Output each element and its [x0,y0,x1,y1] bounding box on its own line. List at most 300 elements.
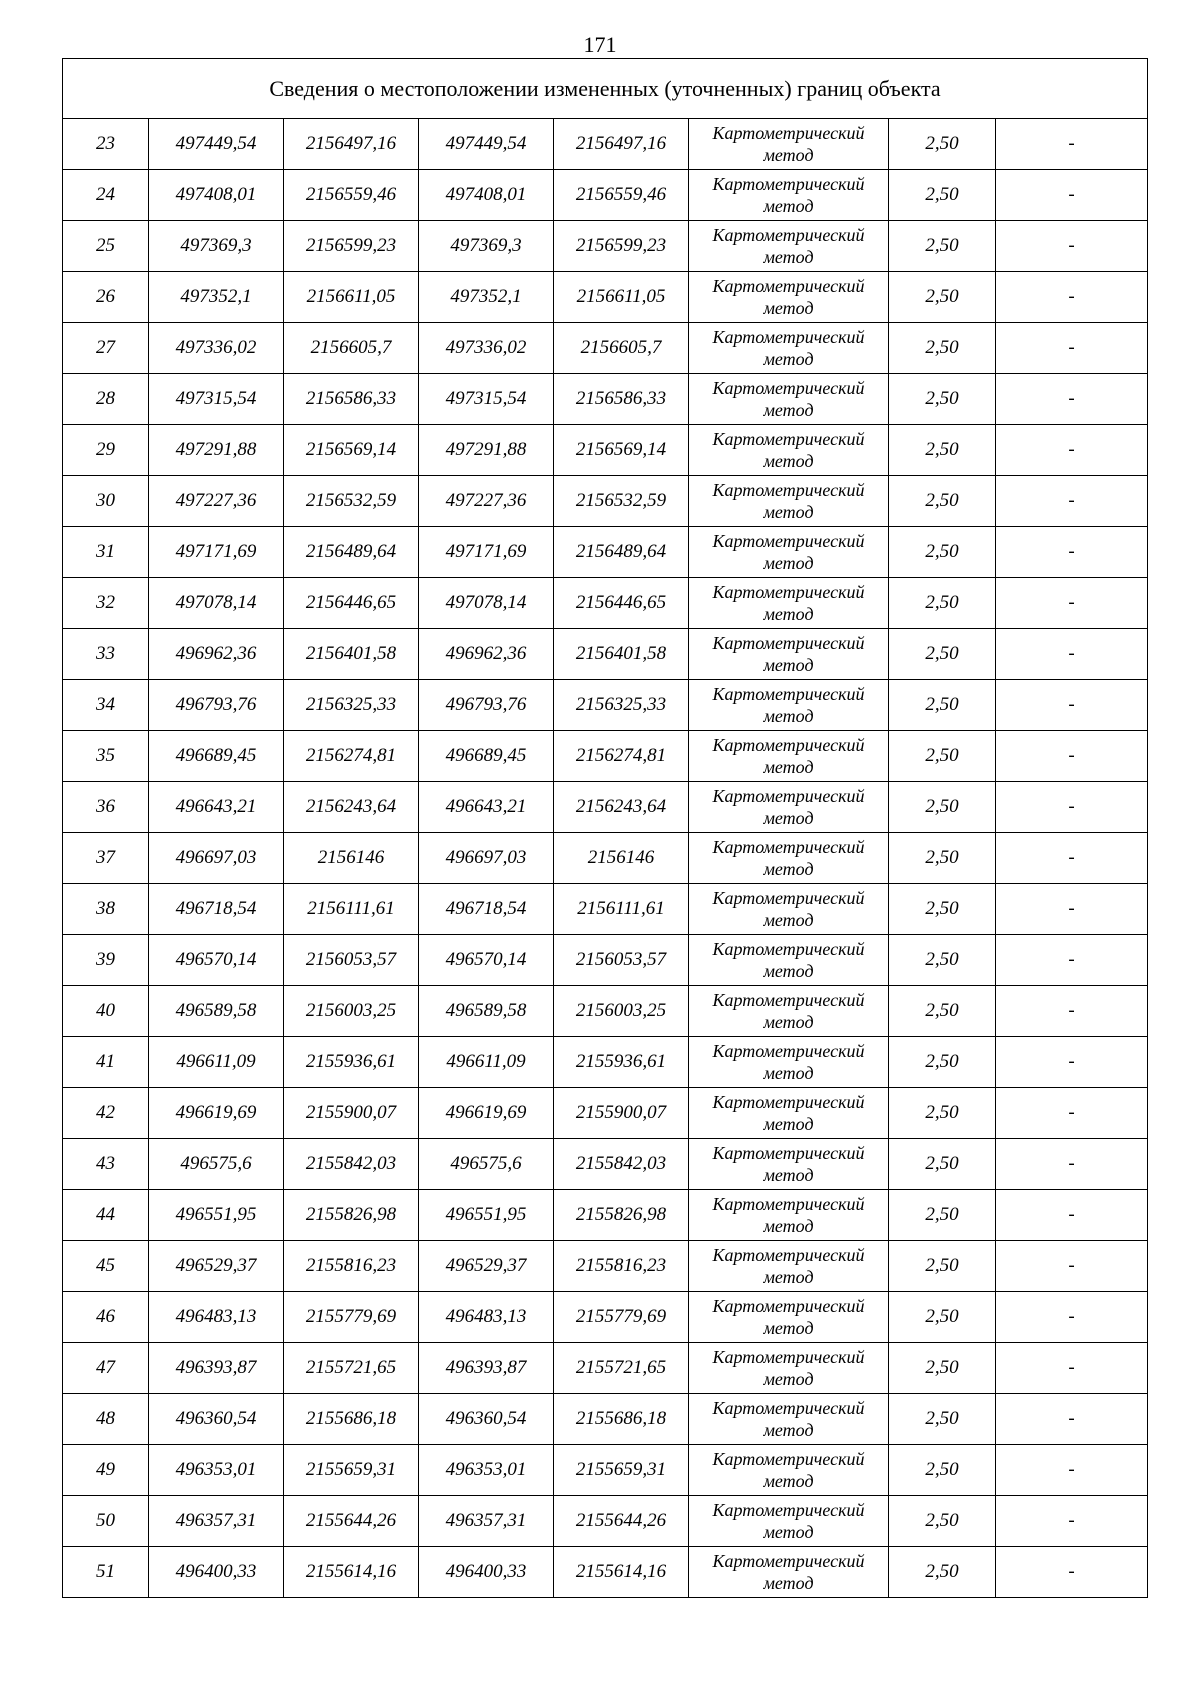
method-line-2: метод [763,1522,814,1542]
point-number-cell: 28 [63,374,149,425]
refined-y-cell: 2156497,16 [554,119,689,170]
method-line-2: метод [763,604,814,624]
accuracy-cell: 2,50 [889,680,996,731]
existing-y-cell: 2155779,69 [284,1292,419,1343]
method-line-2: метод [763,757,814,777]
existing-y-cell: 2155816,23 [284,1241,419,1292]
accuracy-cell: 2,50 [889,1292,996,1343]
table-row [63,1343,1148,1394]
table-row [63,1037,1148,1088]
method-line-1: Картометрический [712,276,865,296]
refined-y-cell: 2156146 [554,833,689,884]
refined-y-cell: 2156569,14 [554,425,689,476]
point-number-cell: 41 [63,1037,149,1088]
refined-y-cell: 2155816,23 [554,1241,689,1292]
existing-y-cell: 2156243,64 [284,782,419,833]
point-number-cell: 48 [63,1394,149,1445]
accuracy-cell: 2,50 [889,272,996,323]
method-line-1: Картометрический [712,174,865,194]
table-title: Сведения о местоположении измененных (уточненных) границ объекта [63,59,1148,119]
existing-y-cell: 2156325,33 [284,680,419,731]
existing-x-cell: 496353,01 [149,1445,284,1496]
point-number-cell: 34 [63,680,149,731]
accuracy-cell: 2,50 [889,1037,996,1088]
existing-x-cell: 496357,31 [149,1496,284,1547]
description-cell: - [996,425,1148,476]
method-line-1: Картометрический [712,1398,865,1418]
point-number-cell: 27 [63,323,149,374]
refined-x-cell: 497078,14 [419,578,554,629]
existing-x-cell: 497408,01 [149,170,284,221]
existing-x-cell: 497336,02 [149,323,284,374]
description-cell: - [996,935,1148,986]
refined-y-cell: 2156489,64 [554,527,689,578]
method-line-1: Картометрический [712,1296,865,1316]
method-line-1: Картометрический [712,582,865,602]
point-number-cell: 49 [63,1445,149,1496]
refined-x-cell: 497449,54 [419,119,554,170]
method-line-2: метод [763,1216,814,1236]
refined-y-cell: 2156401,58 [554,629,689,680]
table-row [63,425,1148,476]
method-cell [689,629,889,680]
accuracy-cell: 2,50 [889,221,996,272]
point-number-cell: 23 [63,119,149,170]
method-cell [689,1547,889,1598]
accuracy-cell: 2,50 [889,833,996,884]
method-line-1: Картометрический [712,1347,865,1367]
refined-y-cell: 2156611,05 [554,272,689,323]
accuracy-cell: 2,50 [889,1343,996,1394]
table-row [63,731,1148,782]
method-line-1: Картометрический [712,225,865,245]
accuracy-cell: 2,50 [889,1139,996,1190]
point-number-cell: 40 [63,986,149,1037]
method-cell [689,425,889,476]
existing-y-cell: 2156446,65 [284,578,419,629]
table-row [63,935,1148,986]
accuracy-cell: 2,50 [889,1394,996,1445]
existing-y-cell: 2156599,23 [284,221,419,272]
accuracy-cell: 2,50 [889,1241,996,1292]
method-cell [689,1292,889,1343]
existing-y-cell: 2156111,61 [284,884,419,935]
accuracy-cell: 2,50 [889,731,996,782]
method-line-2: метод [763,961,814,981]
accuracy-cell: 2,50 [889,425,996,476]
boundary-coordinates-table [62,58,1148,1598]
refined-x-cell: 496697,03 [419,833,554,884]
method-line-1: Картометрический [712,633,865,653]
method-cell [689,527,889,578]
refined-y-cell: 2155936,61 [554,1037,689,1088]
existing-x-cell: 496718,54 [149,884,284,935]
refined-y-cell: 2156446,65 [554,578,689,629]
table-row [63,272,1148,323]
refined-y-cell: 2156325,33 [554,680,689,731]
point-number-cell: 45 [63,1241,149,1292]
method-line-1: Картометрический [712,429,865,449]
existing-x-cell: 496529,37 [149,1241,284,1292]
accuracy-cell: 2,50 [889,1547,996,1598]
method-line-2: метод [763,1318,814,1338]
existing-y-cell: 2155644,26 [284,1496,419,1547]
existing-x-cell: 496575,6 [149,1139,284,1190]
description-cell: - [996,1088,1148,1139]
refined-x-cell: 496393,87 [419,1343,554,1394]
method-line-2: метод [763,451,814,471]
description-cell: - [996,680,1148,731]
table-row [63,833,1148,884]
method-line-2: метод [763,1267,814,1287]
refined-x-cell: 496689,45 [419,731,554,782]
table-row [63,323,1148,374]
description-cell: - [996,1496,1148,1547]
table-row [63,1139,1148,1190]
accuracy-cell: 2,50 [889,1088,996,1139]
existing-y-cell: 2156401,58 [284,629,419,680]
table-title-row [63,59,1148,119]
existing-x-cell: 496483,13 [149,1292,284,1343]
existing-y-cell: 2155614,16 [284,1547,419,1598]
table-row [63,476,1148,527]
existing-x-cell: 497315,54 [149,374,284,425]
refined-y-cell: 2156053,57 [554,935,689,986]
accuracy-cell: 2,50 [889,629,996,680]
point-number-cell: 25 [63,221,149,272]
table-row [63,527,1148,578]
refined-x-cell: 496357,31 [419,1496,554,1547]
existing-x-cell: 496360,54 [149,1394,284,1445]
refined-x-cell: 496400,33 [419,1547,554,1598]
method-line-2: метод [763,1063,814,1083]
existing-y-cell: 2155842,03 [284,1139,419,1190]
refined-x-cell: 496611,09 [419,1037,554,1088]
table-row [63,680,1148,731]
refined-y-cell: 2155644,26 [554,1496,689,1547]
refined-x-cell: 496718,54 [419,884,554,935]
method-line-1: Картометрический [712,1194,865,1214]
point-number-cell: 35 [63,731,149,782]
refined-y-cell: 2156243,64 [554,782,689,833]
method-line-1: Картометрический [712,990,865,1010]
table-row [63,1292,1148,1343]
accuracy-cell: 2,50 [889,323,996,374]
existing-x-cell: 496551,95 [149,1190,284,1241]
existing-x-cell: 496689,45 [149,731,284,782]
refined-x-cell: 496529,37 [419,1241,554,1292]
method-line-2: метод [763,196,814,216]
accuracy-cell: 2,50 [889,119,996,170]
method-cell [689,323,889,374]
table-row [63,1547,1148,1598]
point-number-cell: 30 [63,476,149,527]
method-line-2: метод [763,247,814,267]
refined-x-cell: 497408,01 [419,170,554,221]
method-line-1: Картометрический [712,1245,865,1265]
existing-x-cell: 496697,03 [149,833,284,884]
method-cell [689,1190,889,1241]
description-cell: - [996,1037,1148,1088]
method-cell [689,1394,889,1445]
refined-x-cell: 496575,6 [419,1139,554,1190]
existing-x-cell: 496570,14 [149,935,284,986]
table-row [63,1190,1148,1241]
method-cell [689,1241,889,1292]
method-line-2: метод [763,808,814,828]
accuracy-cell: 2,50 [889,986,996,1037]
existing-x-cell: 497369,3 [149,221,284,272]
point-number-cell: 29 [63,425,149,476]
existing-y-cell: 2156532,59 [284,476,419,527]
table-row [63,119,1148,170]
table-row [63,374,1148,425]
method-line-2: метод [763,1012,814,1032]
method-cell [689,170,889,221]
accuracy-cell: 2,50 [889,170,996,221]
refined-y-cell: 2155842,03 [554,1139,689,1190]
table-row [63,629,1148,680]
table-row [63,221,1148,272]
method-cell [689,1343,889,1394]
existing-y-cell: 2156146 [284,833,419,884]
point-number-cell: 51 [63,1547,149,1598]
refined-y-cell: 2156599,23 [554,221,689,272]
method-line-2: метод [763,910,814,930]
refined-y-cell: 2155900,07 [554,1088,689,1139]
method-cell [689,119,889,170]
existing-x-cell: 496619,69 [149,1088,284,1139]
point-number-cell: 36 [63,782,149,833]
refined-y-cell: 2156111,61 [554,884,689,935]
method-line-2: метод [763,553,814,573]
existing-x-cell: 497449,54 [149,119,284,170]
point-number-cell: 47 [63,1343,149,1394]
refined-y-cell: 2156532,59 [554,476,689,527]
description-cell: - [996,1190,1148,1241]
method-cell [689,374,889,425]
description-cell: - [996,374,1148,425]
method-line-2: метод [763,655,814,675]
method-line-1: Картометрический [712,378,865,398]
existing-y-cell: 2156003,25 [284,986,419,1037]
method-line-1: Картометрический [712,123,865,143]
existing-y-cell: 2156586,33 [284,374,419,425]
method-line-2: метод [763,400,814,420]
existing-y-cell: 2156489,64 [284,527,419,578]
existing-y-cell: 2156053,57 [284,935,419,986]
refined-x-cell: 497171,69 [419,527,554,578]
existing-y-cell: 2156497,16 [284,119,419,170]
description-cell: - [996,884,1148,935]
refined-x-cell: 496643,21 [419,782,554,833]
method-cell [689,731,889,782]
method-line-1: Картометрический [712,1143,865,1163]
method-cell [689,1496,889,1547]
refined-x-cell: 496483,13 [419,1292,554,1343]
accuracy-cell: 2,50 [889,374,996,425]
refined-x-cell: 496962,36 [419,629,554,680]
boundary-coordinates-table-wrap [62,58,1148,1598]
method-line-2: метод [763,145,814,165]
method-cell [689,986,889,1037]
point-number-cell: 33 [63,629,149,680]
point-number-cell: 43 [63,1139,149,1190]
description-cell: - [996,782,1148,833]
table-row [63,1241,1148,1292]
method-cell [689,1445,889,1496]
existing-x-cell: 497171,69 [149,527,284,578]
method-line-1: Картометрический [712,786,865,806]
method-cell [689,935,889,986]
existing-y-cell: 2155686,18 [284,1394,419,1445]
table-body [63,59,1148,1598]
method-line-2: метод [763,1573,814,1593]
table-row [63,578,1148,629]
existing-y-cell: 2155721,65 [284,1343,419,1394]
method-line-2: метод [763,1420,814,1440]
refined-y-cell: 2155686,18 [554,1394,689,1445]
method-line-2: метод [763,298,814,318]
existing-y-cell: 2155659,31 [284,1445,419,1496]
point-number-cell: 24 [63,170,149,221]
refined-y-cell: 2155614,16 [554,1547,689,1598]
table-row [63,1394,1148,1445]
table-row [63,986,1148,1037]
method-cell [689,782,889,833]
method-line-1: Картометрический [712,684,865,704]
point-number-cell: 46 [63,1292,149,1343]
accuracy-cell: 2,50 [889,1496,996,1547]
refined-y-cell: 2155721,65 [554,1343,689,1394]
existing-x-cell: 497352,1 [149,272,284,323]
point-number-cell: 31 [63,527,149,578]
description-cell: - [996,629,1148,680]
method-line-2: метод [763,706,814,726]
accuracy-cell: 2,50 [889,527,996,578]
accuracy-cell: 2,50 [889,782,996,833]
refined-x-cell: 497291,88 [419,425,554,476]
point-number-cell: 38 [63,884,149,935]
existing-y-cell: 2155826,98 [284,1190,419,1241]
method-line-2: метод [763,1114,814,1134]
description-cell: - [996,527,1148,578]
description-cell: - [996,272,1148,323]
method-line-1: Картометрический [712,327,865,347]
existing-x-cell: 496643,21 [149,782,284,833]
method-line-1: Картометрический [712,888,865,908]
point-number-cell: 26 [63,272,149,323]
description-cell: - [996,833,1148,884]
method-line-2: метод [763,1369,814,1389]
method-line-1: Картометрический [712,837,865,857]
refined-y-cell: 2156559,46 [554,170,689,221]
existing-y-cell: 2156559,46 [284,170,419,221]
table-row [63,1088,1148,1139]
description-cell: - [996,170,1148,221]
method-line-1: Картометрический [712,1551,865,1571]
table-row [63,884,1148,935]
description-cell: - [996,1292,1148,1343]
accuracy-cell: 2,50 [889,1445,996,1496]
refined-x-cell: 496589,58 [419,986,554,1037]
refined-x-cell: 496570,14 [419,935,554,986]
page-number: 171 [583,32,617,57]
method-line-1: Картометрический [712,480,865,500]
method-cell [689,578,889,629]
accuracy-cell: 2,50 [889,476,996,527]
existing-x-cell: 497227,36 [149,476,284,527]
existing-x-cell: 497078,14 [149,578,284,629]
existing-x-cell: 496611,09 [149,1037,284,1088]
description-cell: - [996,1343,1148,1394]
point-number-cell: 37 [63,833,149,884]
table-row [63,782,1148,833]
point-number-cell: 39 [63,935,149,986]
method-cell [689,833,889,884]
method-cell [689,1088,889,1139]
method-line-1: Картометрический [712,1041,865,1061]
existing-x-cell: 496589,58 [149,986,284,1037]
method-cell [689,1037,889,1088]
description-cell: - [996,731,1148,782]
point-number-cell: 42 [63,1088,149,1139]
existing-x-cell: 496393,87 [149,1343,284,1394]
refined-x-cell: 497336,02 [419,323,554,374]
method-line-1: Картометрический [712,1449,865,1469]
method-line-1: Картометрический [712,939,865,959]
refined-y-cell: 2155659,31 [554,1445,689,1496]
existing-y-cell: 2155900,07 [284,1088,419,1139]
description-cell: - [996,1445,1148,1496]
refined-y-cell: 2156605,7 [554,323,689,374]
accuracy-cell: 2,50 [889,935,996,986]
method-cell [689,221,889,272]
table-row [63,1496,1148,1547]
refined-y-cell: 2156586,33 [554,374,689,425]
method-cell [689,884,889,935]
existing-y-cell: 2156605,7 [284,323,419,374]
accuracy-cell: 2,50 [889,1190,996,1241]
description-cell: - [996,119,1148,170]
point-number-cell: 32 [63,578,149,629]
method-line-2: метод [763,1165,814,1185]
accuracy-cell: 2,50 [889,578,996,629]
existing-y-cell: 2156274,81 [284,731,419,782]
method-line-1: Картометрический [712,531,865,551]
description-cell: - [996,221,1148,272]
accuracy-cell: 2,50 [889,884,996,935]
existing-x-cell: 496793,76 [149,680,284,731]
refined-x-cell: 496360,54 [419,1394,554,1445]
refined-y-cell: 2155826,98 [554,1190,689,1241]
refined-x-cell: 497315,54 [419,374,554,425]
point-number-cell: 50 [63,1496,149,1547]
description-cell: - [996,1139,1148,1190]
refined-y-cell: 2156003,25 [554,986,689,1037]
existing-x-cell: 497291,88 [149,425,284,476]
method-line-2: метод [763,1471,814,1491]
description-cell: - [996,1547,1148,1598]
description-cell: - [996,1241,1148,1292]
refined-x-cell: 497369,3 [419,221,554,272]
existing-x-cell: 496962,36 [149,629,284,680]
method-cell [689,476,889,527]
table-row [63,170,1148,221]
description-cell: - [996,986,1148,1037]
method-line-1: Картометрический [712,735,865,755]
method-line-1: Картометрический [712,1500,865,1520]
